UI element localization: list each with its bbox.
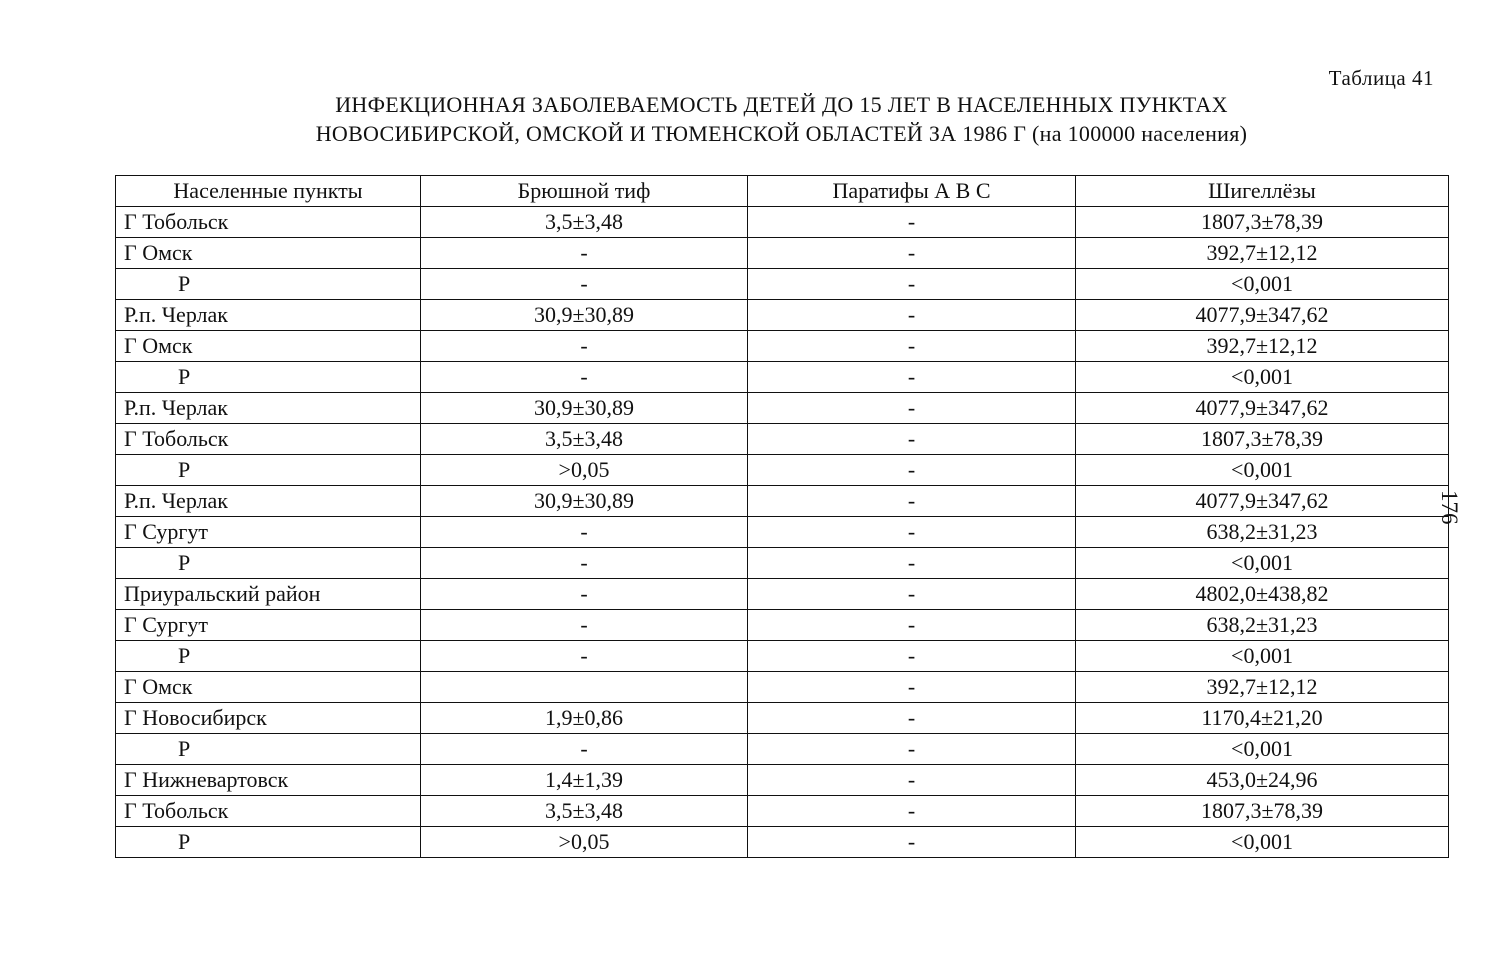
- cell-shigellosis: 392,7±12,12: [1076, 238, 1449, 269]
- cell-paratyphoid: -: [748, 300, 1076, 331]
- table-row: [116, 362, 1449, 393]
- cell-typhoid: -: [421, 269, 748, 300]
- table-row: [116, 517, 1449, 548]
- cell-settlement: Р: [116, 827, 421, 858]
- cell-shigellosis: <0,001: [1076, 455, 1449, 486]
- cell-paratyphoid: -: [748, 331, 1076, 362]
- table-row: [116, 300, 1449, 331]
- cell-shigellosis: 1170,4±21,20: [1076, 703, 1449, 734]
- cell-settlement: Г Новосибирск: [116, 703, 421, 734]
- cell-paratyphoid: -: [748, 765, 1076, 796]
- data-table: [115, 175, 1449, 858]
- cell-shigellosis: <0,001: [1076, 827, 1449, 858]
- cell-shigellosis: 638,2±31,23: [1076, 517, 1449, 548]
- cell-paratyphoid: -: [748, 672, 1076, 703]
- cell-shigellosis: <0,001: [1076, 734, 1449, 765]
- cell-paratyphoid: -: [748, 269, 1076, 300]
- table-row: [116, 238, 1449, 269]
- table-row: [116, 610, 1449, 641]
- cell-settlement: Г Омск: [116, 331, 421, 362]
- cell-typhoid: 1,4±1,39: [421, 765, 748, 796]
- header-row: [116, 176, 1449, 207]
- table-row: [116, 331, 1449, 362]
- cell-paratyphoid: -: [748, 486, 1076, 517]
- cell-typhoid: -: [421, 734, 748, 765]
- cell-settlement: Р: [116, 548, 421, 579]
- table-row: [116, 207, 1449, 238]
- cell-typhoid: 1,9±0,86: [421, 703, 748, 734]
- table-row: [116, 796, 1449, 827]
- page-number: 176: [1437, 490, 1462, 525]
- cell-typhoid: 3,5±3,48: [421, 796, 748, 827]
- cell-paratyphoid: -: [748, 424, 1076, 455]
- cell-typhoid: -: [421, 362, 748, 393]
- cell-typhoid: -: [421, 331, 748, 362]
- cell-typhoid: >0,05: [421, 455, 748, 486]
- cell-settlement: Р: [116, 269, 421, 300]
- cell-shigellosis: 4077,9±347,62: [1076, 300, 1449, 331]
- cell-shigellosis: <0,001: [1076, 362, 1449, 393]
- cell-shigellosis: 392,7±12,12: [1076, 331, 1449, 362]
- cell-shigellosis: <0,001: [1076, 641, 1449, 672]
- cell-settlement: Р: [116, 362, 421, 393]
- table-row: [116, 672, 1449, 703]
- cell-settlement: Р: [116, 641, 421, 672]
- cell-paratyphoid: -: [748, 641, 1076, 672]
- table-row: [116, 765, 1449, 796]
- table-row: [116, 269, 1449, 300]
- cell-paratyphoid: -: [748, 455, 1076, 486]
- cell-settlement: Г Сургут: [116, 517, 421, 548]
- cell-shigellosis: 4077,9±347,62: [1076, 486, 1449, 517]
- cell-settlement: Приуральский район: [116, 579, 421, 610]
- cell-paratyphoid: -: [748, 579, 1076, 610]
- cell-shigellosis: <0,001: [1076, 269, 1449, 300]
- cell-shigellosis: 1807,3±78,39: [1076, 796, 1449, 827]
- table-row: [116, 579, 1449, 610]
- cell-typhoid: [421, 672, 748, 703]
- cell-paratyphoid: -: [748, 517, 1076, 548]
- cell-paratyphoid: -: [748, 734, 1076, 765]
- cell-settlement: Г Тобольск: [116, 207, 421, 238]
- cell-paratyphoid: -: [748, 238, 1076, 269]
- table-row: [116, 393, 1449, 424]
- cell-typhoid: -: [421, 610, 748, 641]
- cell-paratyphoid: -: [748, 796, 1076, 827]
- cell-settlement: Г Тобольск: [116, 796, 421, 827]
- cell-paratyphoid: -: [748, 393, 1076, 424]
- cell-shigellosis: <0,001: [1076, 548, 1449, 579]
- cell-settlement: Р.п. Черлак: [116, 300, 421, 331]
- table-row: [116, 455, 1449, 486]
- cell-shigellosis: 453,0±24,96: [1076, 765, 1449, 796]
- cell-paratyphoid: -: [748, 362, 1076, 393]
- table-row: [116, 703, 1449, 734]
- cell-settlement: Г Омск: [116, 238, 421, 269]
- cell-settlement: Г Омск: [116, 672, 421, 703]
- table-row: [116, 827, 1449, 858]
- title-line-1: ИНФЕКЦИОННАЯ ЗАБОЛЕВАЕМОСТЬ ДЕТЕЙ ДО 15 ЛЕТ В НАСЕЛЕННЫХ ПУНКТАХ: [335, 92, 1228, 117]
- cell-settlement: Г Сургут: [116, 610, 421, 641]
- cell-paratyphoid: -: [748, 703, 1076, 734]
- cell-typhoid: >0,05: [421, 827, 748, 858]
- cell-paratyphoid: -: [748, 610, 1076, 641]
- cell-shigellosis: 4077,9±347,62: [1076, 393, 1449, 424]
- cell-shigellosis: 392,7±12,12: [1076, 672, 1449, 703]
- table-row: [116, 641, 1449, 672]
- header-paratyphoid: Паратифы А В С: [748, 176, 1076, 207]
- cell-typhoid: -: [421, 548, 748, 579]
- cell-settlement: Р.п. Черлак: [116, 393, 421, 424]
- cell-settlement: Р: [116, 734, 421, 765]
- cell-typhoid: -: [421, 641, 748, 672]
- cell-shigellosis: 1807,3±78,39: [1076, 424, 1449, 455]
- cell-shigellosis: 1807,3±78,39: [1076, 207, 1449, 238]
- table-row: [116, 548, 1449, 579]
- cell-settlement: Г Тобольск: [116, 424, 421, 455]
- cell-typhoid: 3,5±3,48: [421, 207, 748, 238]
- table-body: [116, 207, 1449, 858]
- table-label: Таблица 41: [1328, 66, 1434, 90]
- table-row: [116, 424, 1449, 455]
- cell-shigellosis: 638,2±31,23: [1076, 610, 1449, 641]
- cell-paratyphoid: -: [748, 207, 1076, 238]
- cell-typhoid: -: [421, 579, 748, 610]
- header-settlements: Населенные пункты: [116, 176, 421, 207]
- table-row: [116, 734, 1449, 765]
- cell-settlement: Р.п. Черлак: [116, 486, 421, 517]
- cell-paratyphoid: -: [748, 827, 1076, 858]
- cell-typhoid: -: [421, 238, 748, 269]
- table-row: [116, 486, 1449, 517]
- cell-typhoid: 3,5±3,48: [421, 424, 748, 455]
- header-shigellosis: Шигеллёзы: [1076, 176, 1449, 207]
- cell-typhoid: 30,9±30,89: [421, 486, 748, 517]
- header-typhoid: Брюшной тиф: [421, 176, 748, 207]
- table-title: [115, 90, 1448, 148]
- title-line-2: НОВОСИБИРСКОЙ, ОМСКОЙ И ТЮМЕНСКОЙ ОБЛАСТЕЙ ЗА 1986 Г (на 100000 населения): [315, 121, 1248, 146]
- cell-typhoid: 30,9±30,89: [421, 300, 748, 331]
- cell-settlement: Г Нижневартовск: [116, 765, 421, 796]
- cell-settlement: Р: [116, 455, 421, 486]
- cell-paratyphoid: -: [748, 548, 1076, 579]
- cell-typhoid: -: [421, 517, 748, 548]
- cell-typhoid: 30,9±30,89: [421, 393, 748, 424]
- cell-shigellosis: 4802,0±438,82: [1076, 579, 1449, 610]
